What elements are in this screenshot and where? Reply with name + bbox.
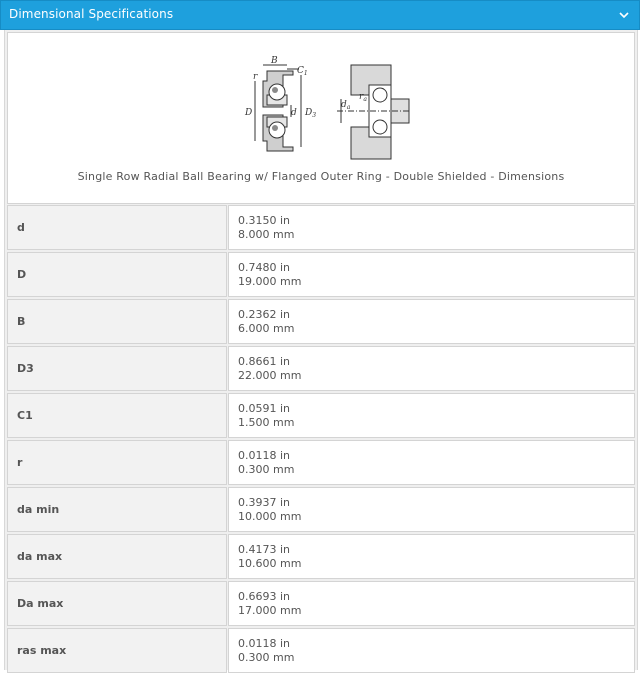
spec-label-cell: [7, 440, 227, 485]
spec-value-cell: [228, 346, 635, 391]
figure-caption: Single Row Radial Ball Bearing w/ Flanged Outer Ring - Double Shielded - Dimensions: [77, 170, 565, 183]
spec-label: Da max: [17, 597, 64, 610]
spec-label-cell: [7, 252, 227, 297]
spec-label: d: [17, 221, 25, 234]
spec-label-cell: [7, 346, 227, 391]
spec-row-r: [7, 440, 635, 485]
bearing-dimension-diagram: [241, 55, 421, 165]
spec-label: da min: [17, 503, 60, 516]
spec-label: da max: [17, 550, 63, 563]
collapse-arrow-icon[interactable]: [619, 10, 629, 20]
spec-label: B: [17, 315, 26, 328]
spec-row-B: [7, 299, 635, 344]
spec-label-cell: [7, 487, 227, 532]
spec-value-cell: [228, 628, 635, 673]
label-D3: $D_3$: [305, 108, 317, 119]
spec-label-cell: [7, 299, 227, 344]
spec-value-cell: [228, 299, 635, 344]
mounting-section-drawing: [337, 65, 409, 159]
spec-row-da-max: [7, 534, 635, 579]
label-C1: $C_1$: [297, 66, 308, 77]
panel-title: Dimensional Specifications: [9, 7, 174, 21]
spec-value-mm: 17.000 mm: [238, 604, 302, 617]
spec-row-D3: [7, 346, 635, 391]
spec-value-inches: 0.0118 in: [238, 637, 291, 650]
spec-value-mm: 0.300 mm: [238, 651, 295, 664]
spec-value-cell: [228, 252, 635, 297]
spec-label: C1: [17, 409, 33, 422]
spec-row-da-min: [7, 487, 635, 532]
label-r: r: [253, 72, 258, 82]
spec-row-ras-max: [7, 628, 635, 673]
spec-value-mm: 10.600 mm: [238, 557, 302, 570]
spec-value-cell: [228, 487, 635, 532]
spec-value-cell: [228, 581, 635, 626]
spec-value-mm: 6.000 mm: [238, 322, 295, 335]
spec-value-mm: 1.500 mm: [238, 416, 295, 429]
bearing-figure-box: [7, 32, 635, 204]
spec-row-Da-max: [7, 581, 635, 626]
spec-value-mm: 22.000 mm: [238, 369, 302, 382]
spec-value-inches: 0.3937 in: [238, 496, 291, 509]
spec-row-C1: [7, 393, 635, 438]
spec-value-mm: 19.000 mm: [238, 275, 302, 288]
panel-header[interactable]: [0, 0, 640, 30]
spec-label: r: [17, 456, 23, 469]
spec-value-inches: 0.7480 in: [238, 261, 291, 274]
spec-row-D: [7, 252, 635, 297]
spec-value-cell: [228, 534, 635, 579]
label-d: d: [291, 108, 297, 118]
spec-value-inches: 0.3150 in: [238, 214, 291, 227]
spec-value-mm: 10.000 mm: [238, 510, 302, 523]
spec-value-mm: 8.000 mm: [238, 228, 295, 241]
spec-value-inches: 0.4173 in: [238, 543, 291, 556]
spec-value-mm: 0.300 mm: [238, 463, 295, 476]
spec-value-inches: 0.8661 in: [238, 355, 291, 368]
spec-value-inches: 0.0591 in: [238, 402, 291, 415]
spec-value-cell: [228, 440, 635, 485]
spec-label: ras max: [17, 644, 67, 657]
spec-label-cell: [7, 534, 227, 579]
spec-value-inches: 0.6693 in: [238, 590, 291, 603]
spec-value-inches: 0.0118 in: [238, 449, 291, 462]
spec-label: D3: [17, 362, 34, 375]
spec-label-cell: [7, 205, 227, 250]
spec-label-cell: [7, 628, 227, 673]
spec-label: D: [17, 268, 27, 281]
spec-value-cell: [228, 205, 635, 250]
spec-value-inches: 0.2362 in: [238, 308, 291, 321]
label-D: D: [245, 108, 253, 118]
spec-label-cell: [7, 581, 227, 626]
label-ra: $r_a$: [359, 92, 367, 103]
spec-row-d: [7, 205, 635, 250]
spec-value-cell: [228, 393, 635, 438]
label-da: $d_a$: [341, 100, 351, 111]
spec-label-cell: [7, 393, 227, 438]
label-B: B: [271, 56, 278, 66]
